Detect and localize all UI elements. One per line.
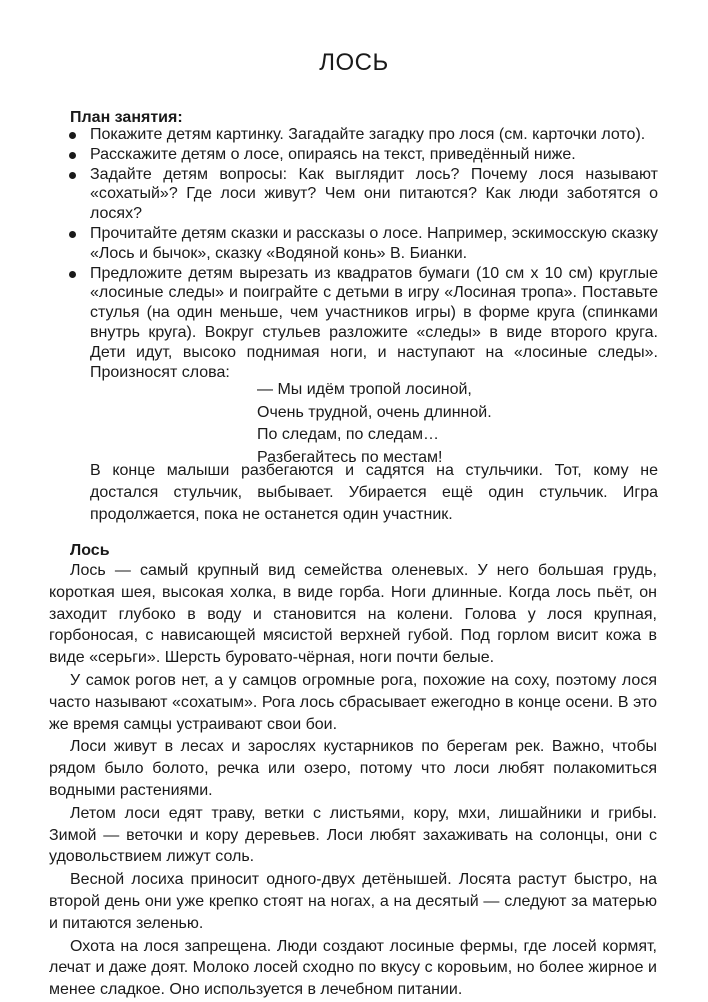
plan-item-text: Задайте детям вопросы: Как выглядит лось? Почему лося называют «сохатый»? Где лоси живут? Чем они питаются? Как люди заботятся о лосях? (90, 165, 658, 223)
plan-item (62, 264, 658, 383)
plan-item-text: Покажите детям картинку. Загадайте загадку про лося (см. карточки лото). (90, 126, 646, 143)
article-body (49, 560, 657, 1002)
plan-item (62, 224, 658, 264)
article-paragraph: Весной лосиха приносит одного-двух детёнышей. Лосята растут быстро, на второй день они уже крепко стоят на ногах, а на десятый — следуют за матерью и питаются зеленью. (49, 871, 657, 932)
poem-line: По следам, по следам… (257, 426, 439, 443)
article-paragraph: Лоси живут в лесах и зарослях кустарников по берегам рек. Важно, чтобы рядом было болото, речка или озеро, потому что лоси любят полакомиться водными растениями. (49, 738, 657, 799)
poem (257, 379, 492, 469)
bullet-icon (69, 132, 76, 139)
bullet-icon (69, 172, 76, 179)
bullet-icon (69, 271, 76, 278)
article-heading: Лось (70, 542, 110, 559)
article-paragraph: Лось — самый крупный вид семейства оленевых. У него большая грудь, короткая шея, высокая холка, в виде горба. Ноги длинные. Когда лось пьёт, он заходит глубоко в воду и становится на колени. Голова у лося крупная, горбоносая, с нависающей мясистой верхней губой. Под горлом висит кожа в виде «серьги». Шерсть буровато-чёрная, ноги почти белые. (49, 562, 657, 667)
bullet-icon (69, 152, 76, 159)
article-paragraph: У самок рогов нет, а у самцов огромные рога, похожие на соху, поэтому лося часто называют «сохатым». Рога лось сбрасывает ежегодно в конце осени. В это же время самцы устраивают свои бои. (49, 671, 657, 733)
plan-list (62, 125, 658, 382)
plan-item-text: Расскажите детям о лосе, опираясь на текст, приведённый ниже. (90, 145, 576, 163)
bullet-icon (69, 231, 76, 238)
game-conclusion: В конце малыши разбегаются и садятся на стульчики. Тот, кому не досталcя стульчик, выбывает. Убирается ещё один стульчик. Игра продолжается, пока не останется один участник. (90, 462, 658, 523)
page-title: ЛОСЬ (319, 49, 389, 76)
article-paragraph: Охота на лося запрещена. Люди создают лосиные фермы, где лосей кормят, лечат и даже доят. Молоко лосей сходно по вкусу с коровьим, но более жирное и менее сладкое. Оно используется в лечебном питании. (49, 937, 657, 999)
plan-item (62, 145, 658, 165)
plan-heading: План занятия: (70, 109, 183, 126)
poem-line: — Мы идём тропой лосиной, (257, 381, 472, 398)
plan-item (62, 125, 658, 145)
plan-item-text: Прочитайте детям сказки и рассказы о лосе. Например, эскимосскую сказку «Лось и бычок», сказку «Водяной конь» В. Бианки. (90, 224, 658, 262)
plan-item (62, 165, 658, 224)
article-paragraph: Летом лоси едят траву, ветки с листьями, кору, мхи, лишайники и грибы. Зимой — веточки и кору деревьев. Лоси любят захаживать на солонцы, они с удовольствием лижут соль. (49, 804, 657, 866)
poem-line: Очень трудной, очень длинной. (257, 403, 492, 421)
plan-item-text: Предложите детям вырезать из квадратов бумаги (10 см х 10 см) круглые «лосиные следы» и поиграйте с детьми в игру «Лосиная тропа». Поставьте стулья (на один меньше, чем участников игры) в форме круга (спинками внутрь круга). Вокруг стульев разложите «следы» в виде второго круга. Дети идут, высоко поднимая ноги, и наступают на «лосиные следы». Произносят слова: (90, 264, 658, 381)
poem-line: Разбегайтесь по местам! (257, 448, 443, 466)
